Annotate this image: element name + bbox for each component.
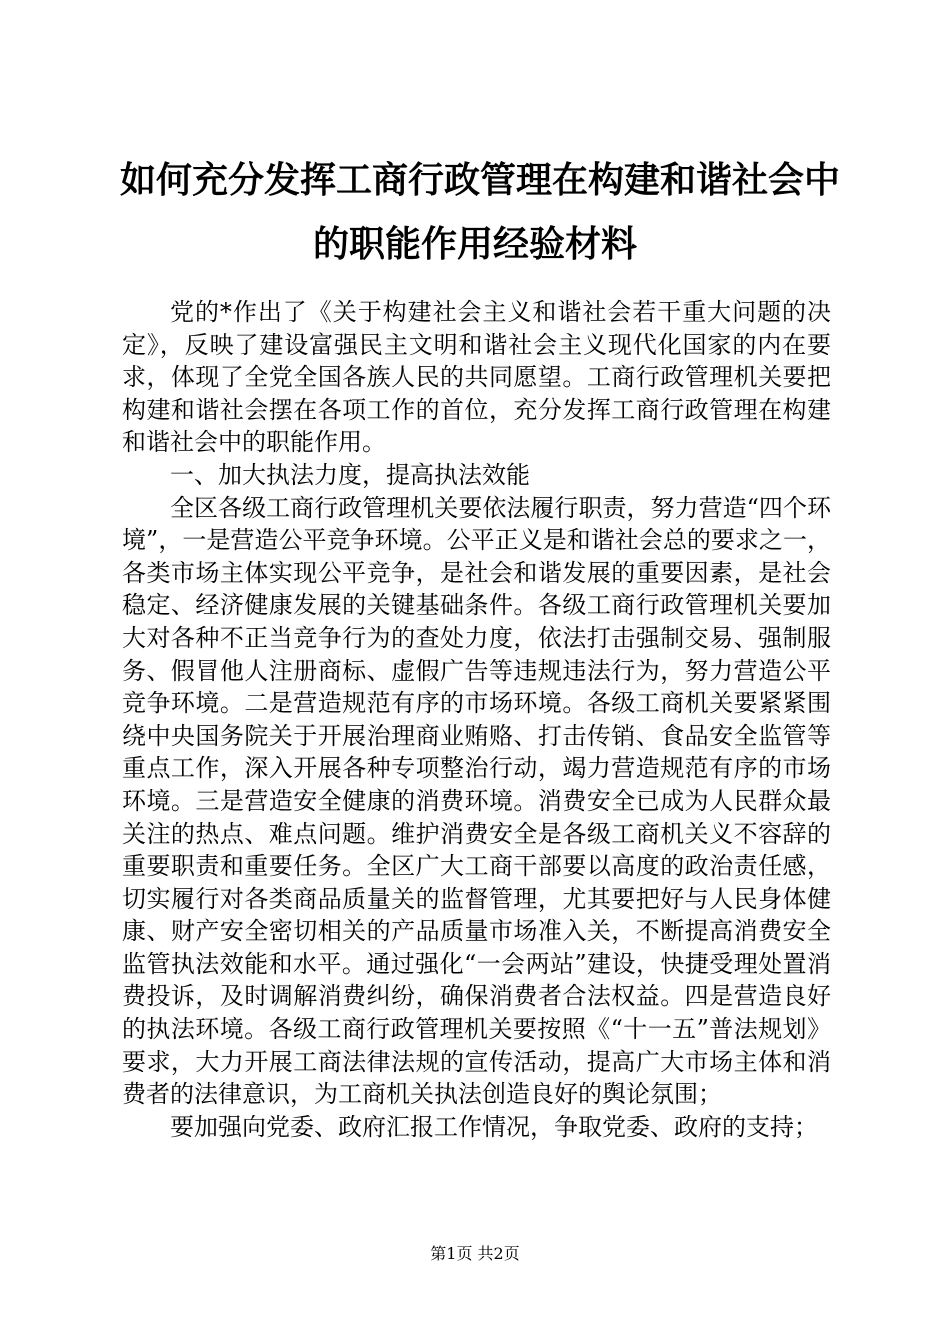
main-paragraph: 全区各级工商行政管理机关要依法履行职责，努力营造“四个环境”，一是营造公平竞争环境。公平正义是和谐社会总的要求之一，各类市场主体实现公平竞争，是社会和谐发展的重要因素，是社会稳定、经济健康发展的关键基础条件。各级工商行政管理机关要加大对各种不正当竞争行为的查处力度，依法打击强制交易、强制服务、假冒他人注册商标、虚假广告等违规违法行为，努力营造公平竞争环境。二是营造规范有序的市场环境。各级工商机关要紧紧围绕中央国务院关于开展治理商业贿赂、打击传销、食品安全监管等重点工作，深入开展各种专项整治行动，竭力营造规范有序的市场环境。三是营造安全健康的消费环境。消费安全已成为人民群众最关注的热点、难点问题。维护消费安全是各级工商机关义不容辞的重要职责和重要任务。全区广大工商干部要以高度的政治责任感，切实履行对各类商品质量关的监督管理，尤其要把好与人民身体健康、财产安全密切相关的产品质量市场准入关，不断提高消费安全监管执法效能和水平。通过强化“一会两站”建设，快捷受理处置消费投诉，及时调解消费纠纷，确保消费者合法权益。四是营造良好的执法环境。各级工商行政管理机关要按照《“十一五”普法规划》要求，大力开展工商法律法规的宣传活动，提高广大市场主体和消费者的法律意识，为工商机关执法创造良好的舆论氛围； bbox=[122, 493, 831, 1109]
page-number-footer: 第1页 共2页 bbox=[430, 1244, 520, 1263]
section-heading: 一、加大执法力度，提高执法效能 bbox=[170, 460, 530, 489]
document-title-line-1: 如何充分发挥工商行政管理在构建和谐社会中 bbox=[120, 159, 841, 201]
intro-paragraph: 党的*作出了《关于构建社会主义和谐社会若干重大问题的决定》，反映了建设富强民主文明和谐社会主义现代化国家的内在要求，体现了全党全国各族人民的共同愿望。工商行政管理机关要把构建和谐社会摆在各项工作的首位，充分发挥工商行政管理在构建和谐社会中的职能作用。 bbox=[122, 298, 831, 457]
document-title-line-2: 的职能作用经验材料 bbox=[312, 223, 637, 265]
closing-paragraph: 要加强向党委、政府汇报工作情况，争取党委、政府的支持； bbox=[170, 1112, 818, 1141]
document-body bbox=[122, 296, 831, 1143]
